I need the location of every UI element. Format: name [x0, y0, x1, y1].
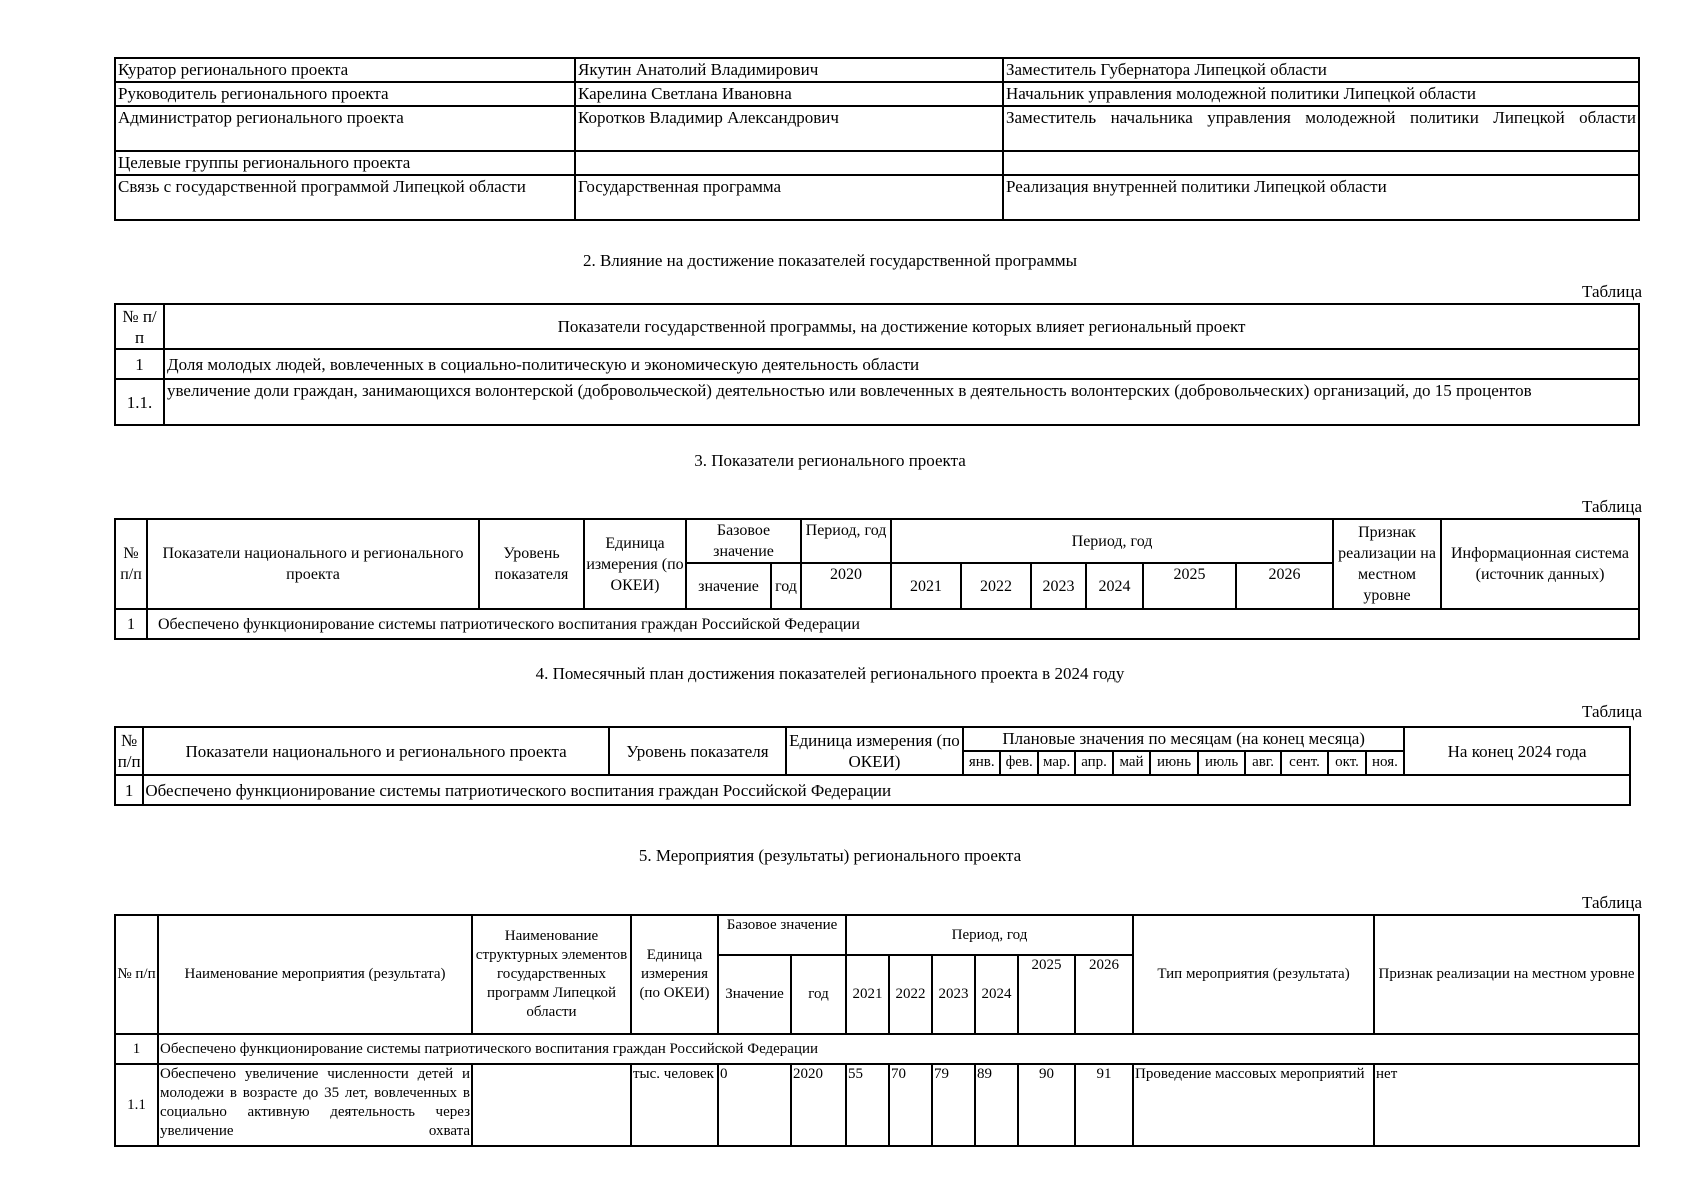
row-num: 1.1	[115, 1064, 158, 1146]
table-row	[115, 175, 1639, 220]
header-local: Признак реализации на местном уровне	[1374, 915, 1639, 1034]
header-month: фев.	[1000, 751, 1037, 775]
row-num: 1	[115, 609, 147, 639]
passport-name	[575, 151, 1003, 175]
base-value: 0	[718, 1064, 791, 1146]
section-3-title: 3. Показатели регионального проекта	[694, 451, 966, 470]
header-level: Уровень показателя	[479, 519, 584, 609]
section-3-table-label: Таблица	[1582, 497, 1642, 516]
table-row	[115, 1064, 1639, 1146]
row-text: Обеспечено функционирование системы патриотического воспитания граждан Российской Федерации	[147, 609, 1639, 639]
header-num: № п/п	[115, 304, 164, 349]
passport-position: Заместитель начальника управления молодежной политики Липецкой области	[1003, 106, 1639, 151]
passport-position	[1003, 151, 1639, 175]
header-indicator: Показатели национального и регионального проекта	[147, 519, 479, 609]
passport-name: Якутин Анатолий Владимирович	[575, 58, 1003, 82]
header-unit: Единица измерения (по ОКЕИ)	[631, 915, 718, 1034]
year-value: 89	[975, 1064, 1018, 1146]
passport-position: Начальник управления молодежной политики Липецкой области	[1003, 82, 1639, 106]
section-5-table-label: Таблица	[1582, 893, 1642, 912]
header-year: 2025	[1018, 955, 1075, 1034]
header-event-type: Тип мероприятия (результата)	[1133, 915, 1374, 1034]
header-month: май	[1113, 751, 1150, 775]
header-month: июль	[1198, 751, 1246, 775]
year-value: 55	[846, 1064, 889, 1146]
row-num: 1.1.	[115, 379, 164, 425]
row-num: 1	[115, 1034, 158, 1064]
passport-table	[114, 57, 1640, 221]
table-row	[115, 349, 1639, 379]
section-4-table-label: Таблица	[1582, 702, 1642, 721]
table-header-row	[115, 519, 1639, 563]
year-value: 79	[932, 1064, 975, 1146]
row-text: Обеспечено функционирование системы патриотического воспитания граждан Российской Федерации	[143, 775, 1630, 805]
passport-label: Куратор регионального проекта	[115, 58, 575, 82]
table-row	[115, 379, 1639, 425]
row-num: 1	[115, 349, 164, 379]
header-num: № п/п	[115, 519, 147, 609]
header-month: окт.	[1328, 751, 1365, 775]
header-base: Базовое значение	[686, 519, 801, 563]
header-base-value: Значение	[718, 955, 791, 1034]
local-flag: нет	[1374, 1064, 1639, 1146]
header-event-name: Наименование мероприятия (результата)	[158, 915, 472, 1034]
header-level: Уровень показателя	[609, 727, 786, 775]
passport-name: Государственная программа	[575, 175, 1003, 220]
header-year: 2023	[1031, 563, 1086, 609]
passport-name: Коротков Владимир Александрович	[575, 106, 1003, 151]
section-2-table	[114, 303, 1640, 426]
passport-position: Заместитель Губернатора Липецкой области	[1003, 58, 1639, 82]
header-year: 2026	[1236, 563, 1333, 609]
header-year: 2025	[1143, 563, 1236, 609]
section-2-title: 2. Влияние на достижение показателей государственной программы	[582, 251, 1078, 270]
header-indicator: Показатели государственной программы, на достижение которых влияет региональный проект	[164, 304, 1639, 349]
section-2-table-label: Таблица	[1582, 282, 1642, 301]
header-year: 2022	[889, 955, 932, 1034]
header-month: авг.	[1245, 751, 1280, 775]
row-num: 1	[115, 775, 143, 805]
section-5-title: 5. Мероприятия (результаты) регионального проекта	[638, 846, 1022, 865]
header-period: Период, год	[846, 915, 1133, 955]
header-local: Признак реализации на местном уровне	[1333, 519, 1441, 609]
table-row	[115, 106, 1639, 151]
passport-label: Администратор регионального проекта	[115, 106, 575, 151]
table-row	[115, 151, 1639, 175]
structural-element	[472, 1064, 631, 1146]
header-structural-elements: Наименование структурных элементов государственных программ Липецкой области	[472, 915, 631, 1034]
section-5-table	[114, 914, 1640, 1147]
header-unit: Единица измерения (по ОКЕИ)	[584, 519, 686, 609]
passport-name: Карелина Светлана Ивановна	[575, 82, 1003, 106]
header-year: 2021	[891, 563, 961, 609]
table-header-row	[115, 915, 1639, 955]
header-period: Период, год	[891, 519, 1333, 563]
table-header-row	[115, 304, 1639, 349]
section-3-table	[114, 518, 1640, 640]
unit-value: тыс. человек	[631, 1064, 718, 1146]
section-4-table	[114, 726, 1631, 806]
header-month: мар.	[1038, 751, 1075, 775]
passport-label: Связь с государственной программой Липецкой области	[115, 175, 575, 220]
header-plan: Плановые значения по месяцам (на конец месяца)	[963, 727, 1404, 751]
header-base-year: год	[791, 955, 846, 1034]
header-num: № п/п	[115, 915, 158, 1034]
header-base: Базовое значение	[718, 915, 846, 955]
year-value: 70	[889, 1064, 932, 1146]
header-year-2020: 2020	[801, 563, 891, 609]
header-indicator: Показатели национального и регионального проекта	[143, 727, 609, 775]
passport-position: Реализация внутренней политики Липецкой области	[1003, 175, 1639, 220]
header-month: сент.	[1281, 751, 1329, 775]
header-unit: Единица измерения (по ОКЕИ)	[786, 727, 963, 775]
header-month: июнь	[1150, 751, 1198, 775]
year-value: 91	[1075, 1064, 1133, 1146]
header-year: 2021	[846, 955, 889, 1034]
header-month: ноя.	[1366, 751, 1404, 775]
section-4-title: 4. Помесячный план достижения показателей регионального проекта в 2024 году	[535, 664, 1125, 683]
table-row	[115, 58, 1639, 82]
header-year: 2023	[932, 955, 975, 1034]
event-type: Проведение массовых мероприятий	[1133, 1064, 1374, 1146]
base-year: 2020	[791, 1064, 846, 1146]
event-name: Обеспечено увеличение численности детей и молодежи в возрасте до 35 лет, вовлеченных в социально активную деятельность через увеличение охвата	[158, 1064, 472, 1146]
header-year: 2024	[975, 955, 1018, 1034]
table-row	[115, 609, 1639, 639]
header-num: № п/п	[115, 727, 143, 775]
row-text: Обеспечено функционирование системы патриотического воспитания граждан Российской Федерации	[158, 1034, 1639, 1064]
header-base-value: значение	[686, 563, 771, 609]
table-row	[115, 82, 1639, 106]
row-text: Доля молодых людей, вовлеченных в социально-политическую и экономическую деятельность области	[164, 349, 1639, 379]
header-month: апр.	[1075, 751, 1112, 775]
header-end-of-year: На конец 2024 года	[1404, 727, 1630, 775]
year-value: 90	[1018, 1064, 1075, 1146]
table-row	[115, 1034, 1639, 1064]
passport-label: Целевые группы регионального проекта	[115, 151, 575, 175]
header-base-year: год	[771, 563, 801, 609]
row-text: увеличение доли граждан, занимающихся волонтерской (добровольческой) деятельностью или вовлеченных в деятельность волонтерских (добровольческих) организаций, до 15 процентов	[164, 379, 1639, 425]
header-year: 2024	[1086, 563, 1143, 609]
header-period-year: Период, год	[801, 519, 891, 563]
table-row	[115, 775, 1630, 805]
header-year: 2026	[1075, 955, 1133, 1034]
header-info-system: Информационная система (источник данных)	[1441, 519, 1639, 609]
header-year: 2022	[961, 563, 1031, 609]
table-header-row	[115, 727, 1630, 751]
passport-label: Руководитель регионального проекта	[115, 82, 575, 106]
header-month: янв.	[963, 751, 1000, 775]
